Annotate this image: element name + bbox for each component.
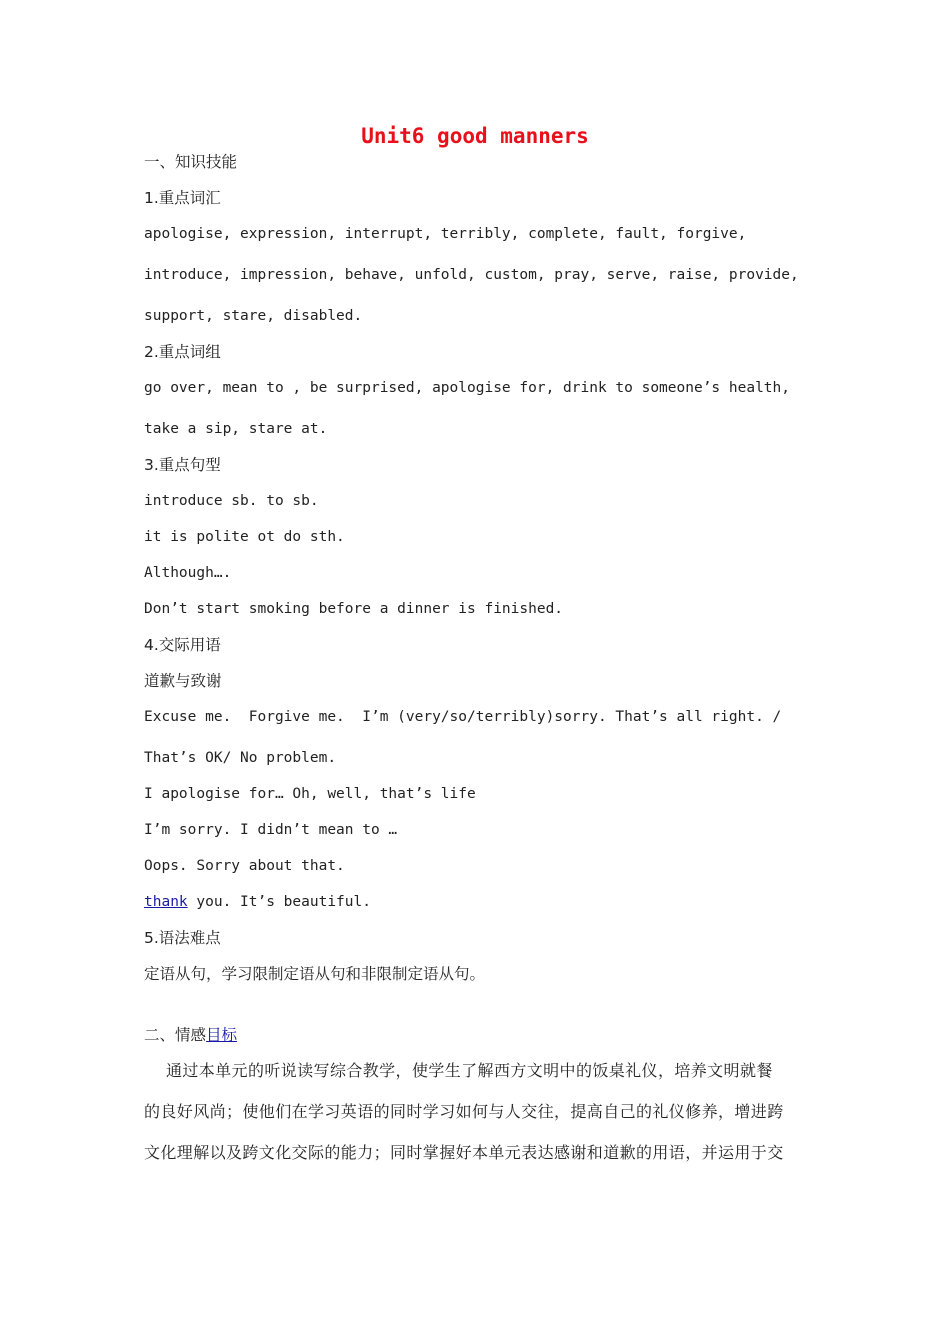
subheading-apology-thanks: 道歉与致谢 [144,672,222,690]
document-title: Unit6 good manners [361,124,589,148]
subheading-key-sentence-patterns: 3.重点句型 [144,456,221,474]
thank-link[interactable]: thank [144,894,188,910]
goals-paragraph-line: 通过本单元的听说读写综合教学，使学生了解西方文明中的饭桌礼仪，培养文明就餐 [144,1061,773,1080]
expression-line: I’m sorry. I didn’t mean to … [144,822,398,838]
expression-line: That’s OK/ No problem. [144,750,337,766]
vocabulary-line: apologise, expression, interrupt, terribly, complete, fault, forgive, [144,226,747,242]
expression-line-thank [144,892,371,912]
subheading-communication: 4.交际用语 [144,636,221,654]
goals-paragraph-line: 文化理解以及跨文化交际的能力；同时掌握好本单元表达感谢和道歉的用语，并运用于交 [144,1143,784,1162]
vocabulary-line: support, stare, disabled. [144,308,363,324]
phrase-line: take a sip, stare at. [144,421,328,437]
pattern-line: introduce sb. to sb. [144,493,319,509]
subheading-key-phrases: 2.重点词组 [144,343,221,361]
thank-line-rest: you. It’s beautiful. [187,894,371,910]
expression-line: Oops. Sorry about that. [144,858,345,874]
subheading-grammar: 5.语法难点 [144,929,221,947]
pattern-line: Although…. [144,565,232,581]
section-heading-prefix: 二、情感 [144,1026,207,1044]
goals-link[interactable]: 目标 [206,1026,238,1044]
vocabulary-line: introduce, impression, behave, unfold, custom, pray, serve, raise, provide, [144,267,799,283]
grammar-text: 定语从句，学习限制定语从句和非限制定语从句。 [144,965,486,983]
phrase-line: go over, mean to , be surprised, apologise for, drink to someone’s health, [144,380,791,396]
goals-paragraph-line: 的良好风尚；使他们在学习英语的同时学习如何与人交往，提高自己的礼仪修养，增进跨 [144,1102,784,1121]
expression-line: Excuse me. Forgive me. I’m (very/so/terribly)sorry. That’s all right. / [144,709,782,725]
expression-line: I apologise for… Oh, well, that’s life [144,786,476,802]
section-heading-emotion-goals [144,1025,237,1045]
pattern-line: it is polite ot do sth. [144,529,345,545]
subheading-key-vocabulary: 1.重点词汇 [144,189,221,207]
pattern-line: Don’t start smoking before a dinner is finished. [144,601,564,617]
section-heading-knowledge-skills: 一、知识技能 [144,153,238,171]
